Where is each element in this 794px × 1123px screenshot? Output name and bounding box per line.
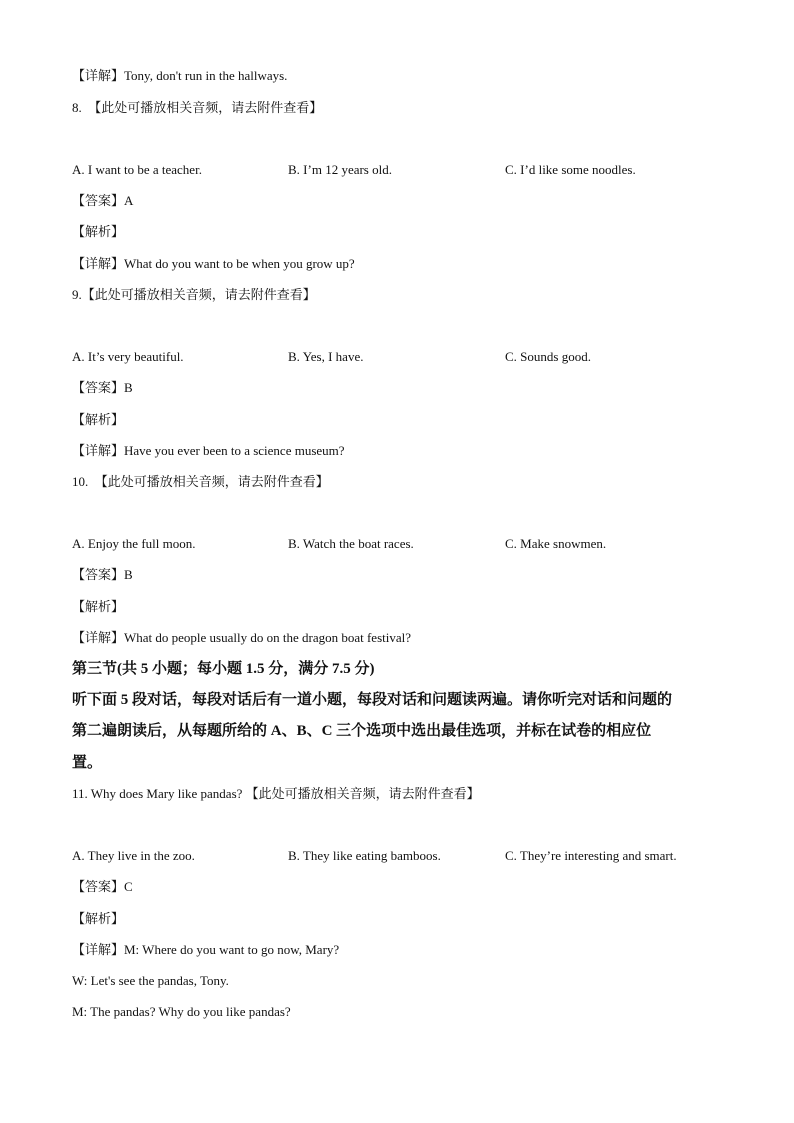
q10-analysis: 【解析】 [72,599,125,614]
q9-detail: 【详解】Have you ever been to a science museum? [72,443,345,458]
q9-answer: 【答案】B [72,380,133,395]
q11-answer: 【答案】C [72,879,133,894]
q11-analysis: 【解析】 [72,911,125,926]
q11-option-b: B. They like eating bamboos. [288,848,441,863]
q11-option-c: C. They’re interesting and smart. [505,848,677,863]
q9-analysis: 【解析】 [72,412,125,427]
q10-option-b: B. Watch the boat races. [288,536,414,551]
q9-option-b: B. Yes, I have. [288,349,364,364]
q11-detail: 【详解】M: Where do you want to go now, Mary? [72,942,340,957]
q8-option-a: A. I want to be a teacher. [72,162,202,177]
q11-dialogue-line1: W: Let's see the pandas, Tony. [72,973,229,988]
q10-answer: 【答案】B [72,567,133,582]
q10-detail: 【详解】What do people usually do on the dragon boat festival? [72,630,412,645]
q11-dialogue-line2: M: The pandas? Why do you like pandas? [72,1004,291,1019]
q10-question: 10. 【此处可播放相关音频，请去附件查看】 [72,474,329,489]
section3-instruction-line2: 第二遍朗读后，从每题所给的 A、B、C 三个选项中选出最佳选项，并标在试卷的相应位 [72,723,652,739]
q11-question: 11. Why does Mary like pandas? 【此处可播放相关音频，请去附件查看】 [72,786,480,801]
q10-option-c: C. Make snowmen. [505,536,607,551]
q8-question: 8. 【此处可播放相关音频，请去附件查看】 [72,100,323,115]
section3-instruction-line1: 听下面 5 段对话，每段对话后有一道小题，每段对话和问题读两遍。请你听完对话和问题的 [72,692,673,708]
section3-instruction-line3: 置。 [72,755,103,771]
q7-detail: 【详解】Tony, don't run in the hallways. [72,68,288,83]
q8-answer: 【答案】A [72,193,134,208]
q10-option-a: A. Enjoy the full moon. [72,536,196,551]
q9-option-a: A. It’s very beautiful. [72,349,184,364]
q11-option-a: A. They live in the zoo. [72,848,195,863]
section3-title: 第三节(共 5 小题；每小题 1.5 分，满分 7.5 分) [72,661,375,677]
q8-detail: 【详解】What do you want to be when you grow up? [72,256,355,271]
q8-analysis: 【解析】 [72,224,125,239]
q9-option-c: C. Sounds good. [505,349,591,364]
q9-question: 9.【此处可播放相关音频，请去附件查看】 [72,287,316,302]
q8-option-b: B. I’m 12 years old. [288,162,392,177]
q8-option-c: C. I’d like some noodles. [505,162,636,177]
